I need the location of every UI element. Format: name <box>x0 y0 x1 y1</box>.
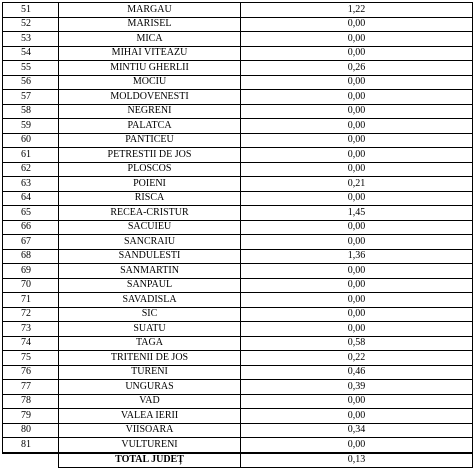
row-number-cell: 59 <box>3 119 59 134</box>
locality-name-cell: VAD <box>59 394 241 409</box>
locality-name-cell: SAVADISLA <box>59 293 241 308</box>
row-number-cell: 71 <box>3 293 59 308</box>
value-cell: 0,00 <box>241 32 473 47</box>
table-row <box>3 32 473 47</box>
locality-name-cell: NEGRENI <box>59 104 241 119</box>
table-row <box>3 278 473 293</box>
table-row <box>3 3 473 18</box>
row-number-cell: 62 <box>3 162 59 177</box>
value-cell: 0,00 <box>241 394 473 409</box>
row-number-cell: 73 <box>3 322 59 337</box>
locality-name-cell: SANDULESTI <box>59 249 241 264</box>
value-cell: 0,00 <box>241 235 473 250</box>
locality-name-cell: SIC <box>59 307 241 322</box>
locality-name-cell: UNGURAS <box>59 380 241 395</box>
row-number-cell: 67 <box>3 235 59 250</box>
locality-name-cell: PLOSCOS <box>59 162 241 177</box>
total-row <box>3 453 473 468</box>
value-cell: 0,00 <box>241 133 473 148</box>
total-value: 0,13 <box>241 453 473 468</box>
locality-name-cell: PANTICEU <box>59 133 241 148</box>
row-number-cell: 72 <box>3 307 59 322</box>
row-number-cell: 76 <box>3 365 59 380</box>
table-body <box>3 3 473 453</box>
table-row <box>3 90 473 105</box>
table-row <box>3 293 473 308</box>
locality-name-cell: VULTURENI <box>59 438 241 453</box>
row-number-cell: 80 <box>3 423 59 438</box>
table-row <box>3 191 473 206</box>
locality-name-cell: TURENI <box>59 365 241 380</box>
table-row <box>3 75 473 90</box>
locality-name-cell: SACUIEU <box>59 220 241 235</box>
value-cell: 0,34 <box>241 423 473 438</box>
table-row <box>3 235 473 250</box>
row-number-cell: 79 <box>3 409 59 424</box>
row-number-cell: 81 <box>3 438 59 453</box>
value-cell: 0,00 <box>241 322 473 337</box>
row-number-cell: 63 <box>3 177 59 192</box>
table-row <box>3 351 473 366</box>
total-label: TOTAL JUDEȚ <box>59 453 241 468</box>
value-cell: 0,00 <box>241 90 473 105</box>
locality-name-cell: SANPAUL <box>59 278 241 293</box>
value-cell: 0,00 <box>241 409 473 424</box>
table-row <box>3 46 473 61</box>
table-row <box>3 336 473 351</box>
locality-name-cell: RECEA-CRISTUR <box>59 206 241 221</box>
row-number-cell: 61 <box>3 148 59 163</box>
value-cell: 0,00 <box>241 119 473 134</box>
value-cell: 0,00 <box>241 278 473 293</box>
locality-name-cell: TRITENII DE JOS <box>59 351 241 366</box>
value-cell: 0,00 <box>241 307 473 322</box>
table-row <box>3 148 473 163</box>
locality-name-cell: PALATCA <box>59 119 241 134</box>
row-number-cell: 66 <box>3 220 59 235</box>
table-row <box>3 322 473 337</box>
row-number-cell: 70 <box>3 278 59 293</box>
table-row <box>3 249 473 264</box>
row-number-cell: 78 <box>3 394 59 409</box>
table-row <box>3 438 473 453</box>
value-cell: 0,00 <box>241 75 473 90</box>
locality-name-cell: SANCRAIU <box>59 235 241 250</box>
table-row <box>3 177 473 192</box>
row-number-cell: 68 <box>3 249 59 264</box>
value-cell: 0,00 <box>241 148 473 163</box>
locality-name-cell: MOLDOVENESTI <box>59 90 241 105</box>
row-number-cell: 64 <box>3 191 59 206</box>
total-spacer-cell <box>3 453 59 468</box>
locality-name-cell: MARISEL <box>59 17 241 32</box>
row-number-cell: 53 <box>3 32 59 47</box>
table-row <box>3 119 473 134</box>
value-cell: 0,58 <box>241 336 473 351</box>
row-number-cell: 75 <box>3 351 59 366</box>
row-number-cell: 77 <box>3 380 59 395</box>
value-cell: 0,26 <box>241 61 473 76</box>
value-cell: 0,00 <box>241 162 473 177</box>
row-number-cell: 74 <box>3 336 59 351</box>
table-row <box>3 380 473 395</box>
table-row <box>3 264 473 279</box>
row-number-cell: 54 <box>3 46 59 61</box>
locality-name-cell: VIISOARA <box>59 423 241 438</box>
localities-table <box>2 2 473 468</box>
locality-name-cell: TAGA <box>59 336 241 351</box>
value-cell: 0,00 <box>241 104 473 119</box>
locality-name-cell: SANMARTIN <box>59 264 241 279</box>
table-row <box>3 61 473 76</box>
table-row <box>3 365 473 380</box>
value-cell: 0,00 <box>241 191 473 206</box>
value-cell: 0,00 <box>241 264 473 279</box>
row-number-cell: 52 <box>3 17 59 32</box>
table-row <box>3 133 473 148</box>
value-cell: 1,36 <box>241 249 473 264</box>
value-cell: 0,22 <box>241 351 473 366</box>
value-cell: 1,45 <box>241 206 473 221</box>
locality-name-cell: MOCIU <box>59 75 241 90</box>
locality-name-cell: POIENI <box>59 177 241 192</box>
row-number-cell: 55 <box>3 61 59 76</box>
value-cell: 0,00 <box>241 46 473 61</box>
row-number-cell: 58 <box>3 104 59 119</box>
value-cell: 0,00 <box>241 438 473 453</box>
row-number-cell: 60 <box>3 133 59 148</box>
value-cell: 0,46 <box>241 365 473 380</box>
table-row <box>3 394 473 409</box>
table-row <box>3 423 473 438</box>
value-cell: 0,39 <box>241 380 473 395</box>
table-row <box>3 162 473 177</box>
table-row <box>3 307 473 322</box>
value-cell: 0,00 <box>241 293 473 308</box>
locality-name-cell: MARGAU <box>59 3 241 18</box>
value-cell: 0,21 <box>241 177 473 192</box>
row-number-cell: 56 <box>3 75 59 90</box>
locality-name-cell: RISCA <box>59 191 241 206</box>
value-cell: 0,00 <box>241 17 473 32</box>
row-number-cell: 51 <box>3 3 59 18</box>
value-cell: 1,22 <box>241 3 473 18</box>
table-row <box>3 409 473 424</box>
table-row <box>3 104 473 119</box>
row-number-cell: 65 <box>3 206 59 221</box>
locality-name-cell: SUATU <box>59 322 241 337</box>
value-cell: 0,00 <box>241 220 473 235</box>
locality-name-cell: MIHAI VITEAZU <box>59 46 241 61</box>
locality-name-cell: PETRESTII DE JOS <box>59 148 241 163</box>
table-row <box>3 220 473 235</box>
locality-name-cell: MICA <box>59 32 241 47</box>
locality-name-cell: VALEA IERII <box>59 409 241 424</box>
table-row <box>3 17 473 32</box>
row-number-cell: 69 <box>3 264 59 279</box>
row-number-cell: 57 <box>3 90 59 105</box>
locality-name-cell: MINTIU GHERLII <box>59 61 241 76</box>
table-row <box>3 206 473 221</box>
